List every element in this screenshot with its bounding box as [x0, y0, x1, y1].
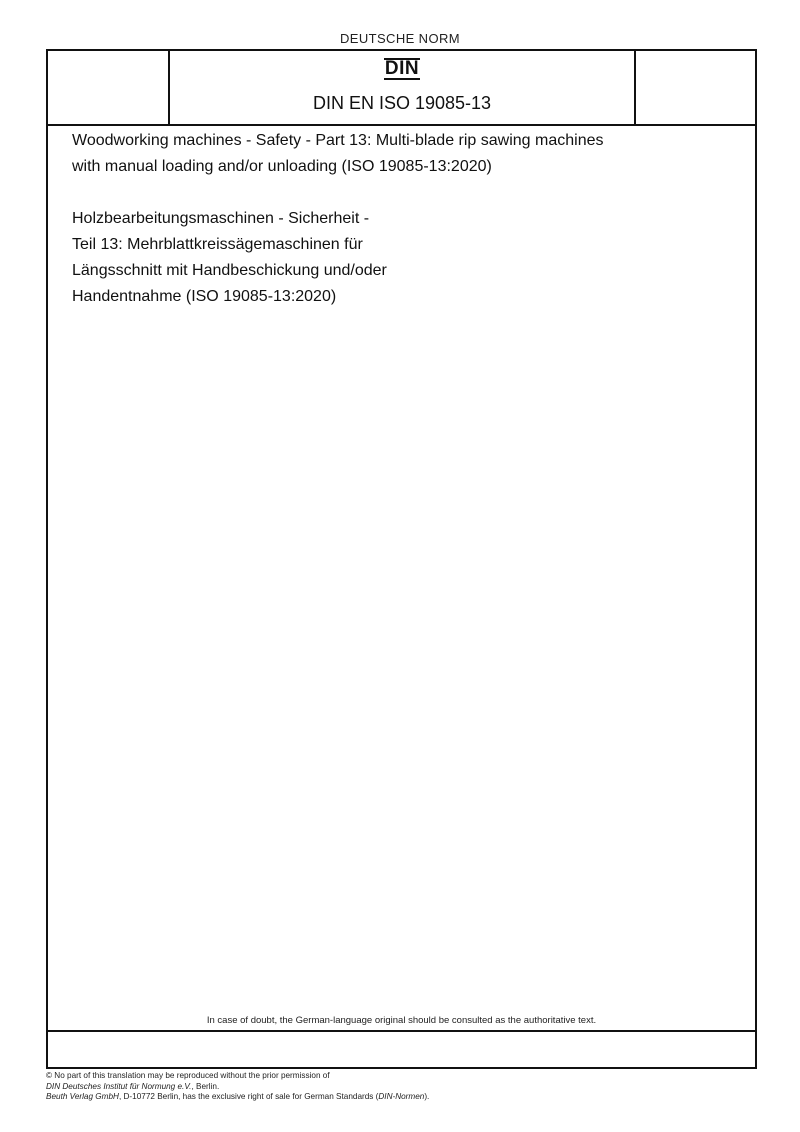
german-title-line: Teil 13: Mehrblattkreissägemaschinen für: [72, 236, 363, 253]
header-cell-center: [170, 51, 636, 124]
document-number: DIN EN ISO 19085-13: [312, 93, 492, 113]
english-title-line: Woodworking machines - Safety - Part 13: Multi-blade rip sawing machines: [72, 132, 604, 149]
footer-line: © No part of this translation may be reproduced without the prior permission of: [46, 1071, 330, 1080]
german-title-line: Holzbearbeitungsmaschinen - Sicherheit -: [72, 210, 370, 227]
copyright-footer: [46, 1071, 766, 1103]
german-title-line: Handentnahme (ISO 19085-13:2020): [72, 288, 337, 305]
title-block: [72, 128, 672, 310]
authoritative-text-notice: In case of doubt, the German-language original should be consulted as the authoritative text.: [206, 1015, 597, 1026]
german-title: [72, 206, 672, 310]
publication-type-label: DEUTSCHE NORM: [339, 31, 461, 46]
header-row: [48, 51, 755, 126]
footer-line: DIN Deutsches Institut für Normung e.V., Berlin.: [46, 1081, 220, 1091]
german-title-line: Längsschnitt mit Handbeschickung und/oder: [72, 262, 387, 279]
english-title-line: with manual loading and/or unloading (ISO 19085-13:2020): [72, 158, 492, 175]
header-cell-left: [48, 51, 170, 124]
footer-line: Beuth Verlag GmbH, D-10772 Berlin, has the exclusive right of sale for German Standards (DIN-Normen).: [46, 1092, 430, 1101]
din-logo: DIN: [384, 58, 420, 79]
english-title: [72, 128, 672, 180]
bottom-divider: [48, 1030, 755, 1032]
